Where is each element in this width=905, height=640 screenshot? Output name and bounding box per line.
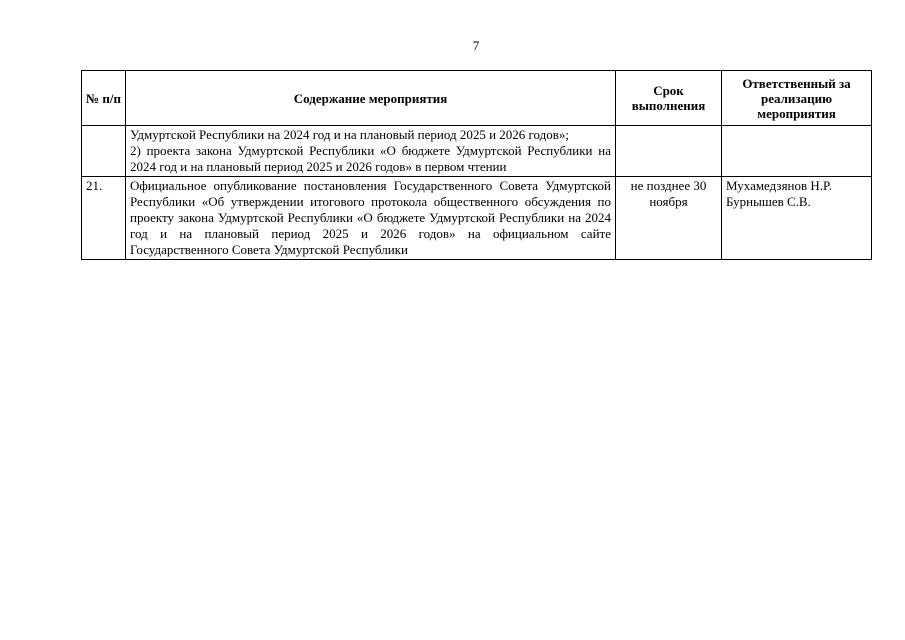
row-content	[126, 177, 616, 260]
content-paragraph: 2) проекта закона Удмуртской Республики «О бюджете Удмуртской Республики на 2024 год и на плановый период 2025 и 2026 годов» в первом чтении	[130, 143, 611, 174]
header-num: № п/п	[82, 71, 126, 126]
table-header-row	[82, 71, 872, 126]
responsible-person: Бурнышев С.В.	[726, 194, 811, 209]
row-num: 21.	[82, 177, 126, 260]
header-term: Срок выполнения	[616, 71, 722, 126]
row-content	[126, 126, 616, 177]
row-term	[616, 126, 722, 177]
table-row	[82, 177, 872, 260]
page-number: 7	[472, 38, 480, 53]
row-term: не позднее 30 ноября	[616, 177, 722, 260]
responsible-person: Мухамедзянов Н.Р.	[726, 178, 832, 193]
plan-table	[81, 70, 872, 260]
header-content: Содержание мероприятия	[126, 71, 616, 126]
row-num	[82, 126, 126, 177]
header-responsible: Ответственный за реализацию мероприятия	[722, 71, 872, 126]
content-paragraph: Удмуртской Республики на 2024 год и на плановый период 2025 и 2026 годов»;	[130, 127, 570, 142]
row-responsible	[722, 126, 872, 177]
content-paragraph: Официальное опубликование постановления Государственного Совета Удмуртской Республики «Об утверждении итогового протокола общественного обсуждения по проекту закона Удмуртской Республики «О бюджете Удмуртской Республики на 2024 год и на плановый период 2025 и 2026 годов» на официальном сайте Государственного Совета Удмуртской Республики	[130, 178, 611, 257]
table-row	[82, 126, 872, 177]
row-responsible	[722, 177, 872, 260]
